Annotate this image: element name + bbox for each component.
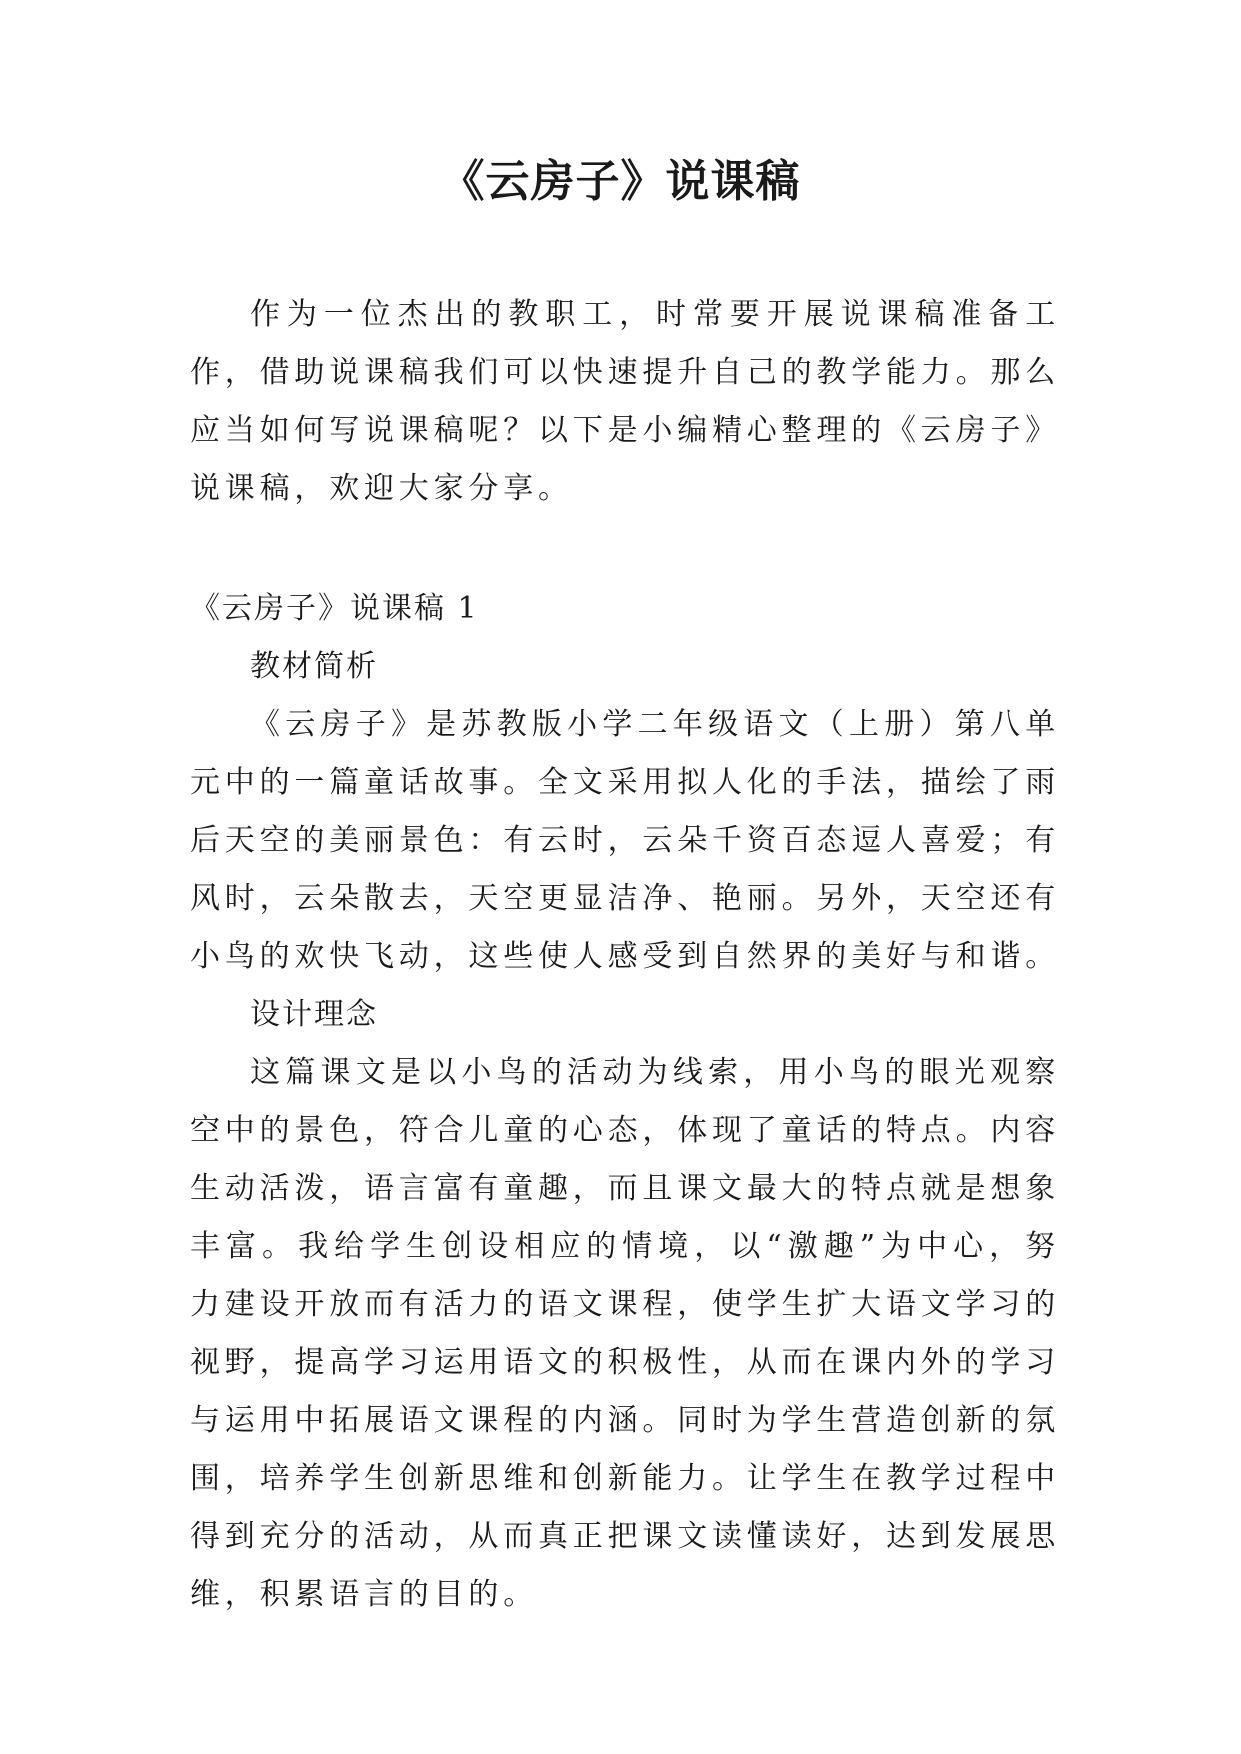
section-title: 《云房子》说课稿 1 — [190, 591, 479, 626]
document-body — [190, 286, 1060, 1624]
subsection-body-textbook-analysis: 《云房子》是苏教版小学二年级语文（上册）第八单元中的一篇童话故事。全文采用拟人化的手法，描绘了雨后天空的美丽景色：有云时，云朵千资百态逗人喜爱；有风时，云朵散去，天空更显洁净、艳丽。另外，天空还有小鸟的欢快飞动，这些使人感受到自然界的美好与和谐。 — [190, 707, 1060, 974]
document-title: 《云房子》说课稿 — [440, 156, 801, 207]
intro-paragraph: 作为一位杰出的教职工，时常要开展说课稿准备工作，借助说课稿我们可以快速提升自己的教学能力。那么应当如何写说课稿呢？以下是小编精心整理的《云房子》说课稿，欢迎大家分享。 — [190, 297, 1060, 506]
subsection-body-design-concept: 这篇课文是以小鸟的活动为线索，用小鸟的眼光观察空中的景色，符合儿童的心态，体现了童话的特点。内容生动活泼，语言富有童趣，而且课文最大的特点就是想象丰富。我给学生创设相应的情境，以“激趣”为中心，努力建设开放而有活力的语文课程，使学生扩大语文学习的视野，提高学习运用语文的积极性，从而在课内外的学习与运用中拓展语文课程的内涵。同时为学生营造创新的氛围，培养学生创新思维和创新能力。让学生在教学过程中得到充分的活动，从而真正把课文读懂读好，达到发展思维，积累语言的目的。 — [190, 1055, 1060, 1612]
subsection-heading-design-concept: 设计理念 — [250, 997, 378, 1032]
subsection-heading-textbook-analysis: 教材简析 — [250, 649, 378, 684]
